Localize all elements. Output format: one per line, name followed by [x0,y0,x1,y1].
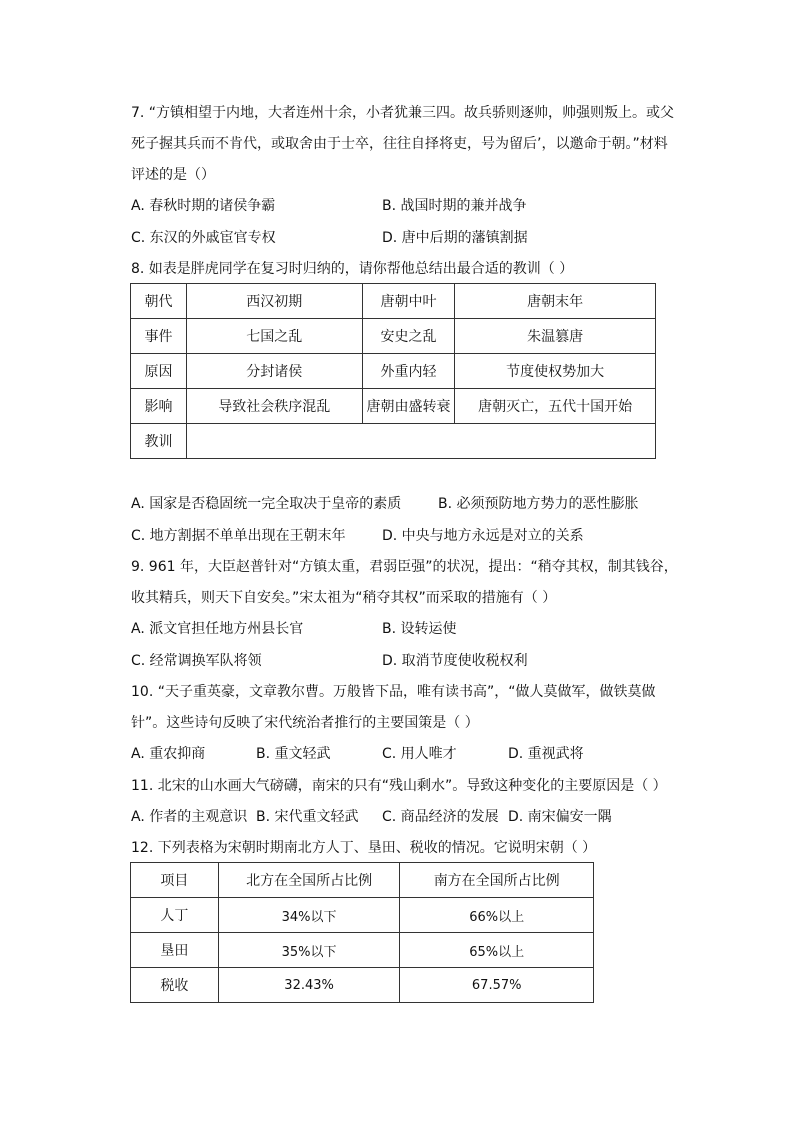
table-cell: 导致社会秩序混乱 [186,389,362,424]
table-cell: 分封诸侯 [186,354,362,389]
q9-option-a: A. 派文官担任地方州县长官 [131,621,304,637]
table-row [131,424,656,459]
table-cell: 事件 [131,319,187,354]
table-cell: 西汉初期 [186,284,362,319]
table-row [131,863,594,898]
table-cell: 南方在全国所占比例 [400,863,594,898]
table-row [131,968,594,1003]
table-cell: 节度使权势加大 [455,354,656,389]
q10-option-c: C. 用人唯才 [382,746,457,762]
table-cell: 32.43% [218,968,400,1003]
table-row [131,933,594,968]
table-cell: 34%以下 [218,898,400,933]
table-cell: 35%以下 [218,933,400,968]
q12-table [130,862,594,1003]
q8-option-a: A. 国家是否稳固统一完全取决于皇帝的素质 [131,496,402,512]
table-cell: 外重内轻 [362,354,455,389]
table-cell: 安史之乱 [362,319,455,354]
table-cell: 税收 [131,968,219,1003]
table-cell: 66%以上 [400,898,594,933]
q8-stem: 8. 如表是胖虎同学在复习时归纳的，请你帮他总结出最合适的教训（ ） [131,261,574,277]
table-cell: 教训 [131,424,187,459]
q10-option-a: A. 重农抑商 [131,746,206,762]
q7-stem-line2: 死子握其兵而不肯代，或取舍由于士卒，往往自择将吏，号为留后’，以邀命于朝。”材料 [131,136,668,152]
table-row [131,354,656,389]
q7-option-a: A. 春秋时期的诸侯争霸 [131,198,276,214]
q11-option-a: A. 作者的主观意识 [131,809,248,825]
table-cell: 人丁 [131,898,219,933]
q8-option-b: B. 必须预防地方势力的恶性膨胀 [438,496,639,512]
table-row [131,389,656,424]
table-cell: 唐朝灭亡，五代十国开始 [455,389,656,424]
table-cell: 65%以上 [400,933,594,968]
q11-stem: 11. 北宋的山水画大气磅礴，南宋的只有“残山剩水”。导致这种变化的主要原因是（ ） [131,778,667,794]
q7-stem-line1: 7. “方镇相望于内地，大者连州十余，小者犹兼三四。故兵骄则逐帅，帅强则叛上。或父 [131,105,675,121]
table-cell: 垦田 [131,933,219,968]
q9-option-d: D. 取消节度使收税权利 [382,653,528,669]
table-row [131,319,656,354]
q11-option-b: B. 宋代重文轻武 [256,809,359,825]
q12-stem: 12. 下列表格为宋朝时期南北方人丁、垦田、税收的情况。它说明宋朝（ ） [131,840,597,856]
q11-option-c: C. 商品经济的发展 [382,809,499,825]
table-cell: 项目 [131,863,219,898]
q9-option-c: C. 经常调换军队将领 [131,653,262,669]
q9-option-b: B. 设转运使 [382,621,457,637]
q7-stem-line3: 评述的是（） [131,167,215,183]
q9-stem-line1: 9. 961 年，大臣赵普针对“方镇太重，君弱臣强”的状况，提出：“稍夺其权，制其钱谷， [131,559,678,575]
q8-table [130,283,656,459]
table-cell: 朝代 [131,284,187,319]
q7-option-b: B. 战国时期的兼并战争 [382,198,527,214]
table-cell: 七国之乱 [186,319,362,354]
table-row [131,284,656,319]
q7-option-d: D. 唐中后期的藩镇割据 [382,230,528,246]
table-cell: 原因 [131,354,187,389]
q10-option-b: B. 重文轻武 [256,746,331,762]
q7-option-c: C. 东汉的外戚宦官专权 [131,230,276,246]
q9-stem-line2: 收其精兵，则天下自安矣。”宋太祖为“稍夺其权”而采取的措施有（ ） [131,590,557,606]
table-cell: 唐朝由盛转衰 [362,389,455,424]
q8-option-d: D. 中央与地方永远是对立的关系 [382,528,584,544]
table-cell: 67.57% [400,968,594,1003]
table-row [131,898,594,933]
q11-option-d: D. 南宋偏安一隅 [508,809,612,825]
table-cell-blank [186,424,655,459]
table-cell: 朱温篡唐 [455,319,656,354]
q8-option-c: C. 地方割据不单单出现在王朝末年 [131,528,346,544]
table-cell: 唐朝中叶 [362,284,455,319]
q10-stem-line2: 针”。这些诗句反映了宋代统治者推行的主要国策是（ ） [131,715,479,731]
table-cell: 北方在全国所占比例 [218,863,400,898]
table-cell: 影响 [131,389,187,424]
table-cell: 唐朝末年 [455,284,656,319]
q10-option-d: D. 重视武将 [508,746,584,762]
q10-stem-line1: 10. “天子重英豪，文章教尔曹。万般皆下品，唯有读书高”，“做人莫做军，做铁莫做 [131,684,656,700]
